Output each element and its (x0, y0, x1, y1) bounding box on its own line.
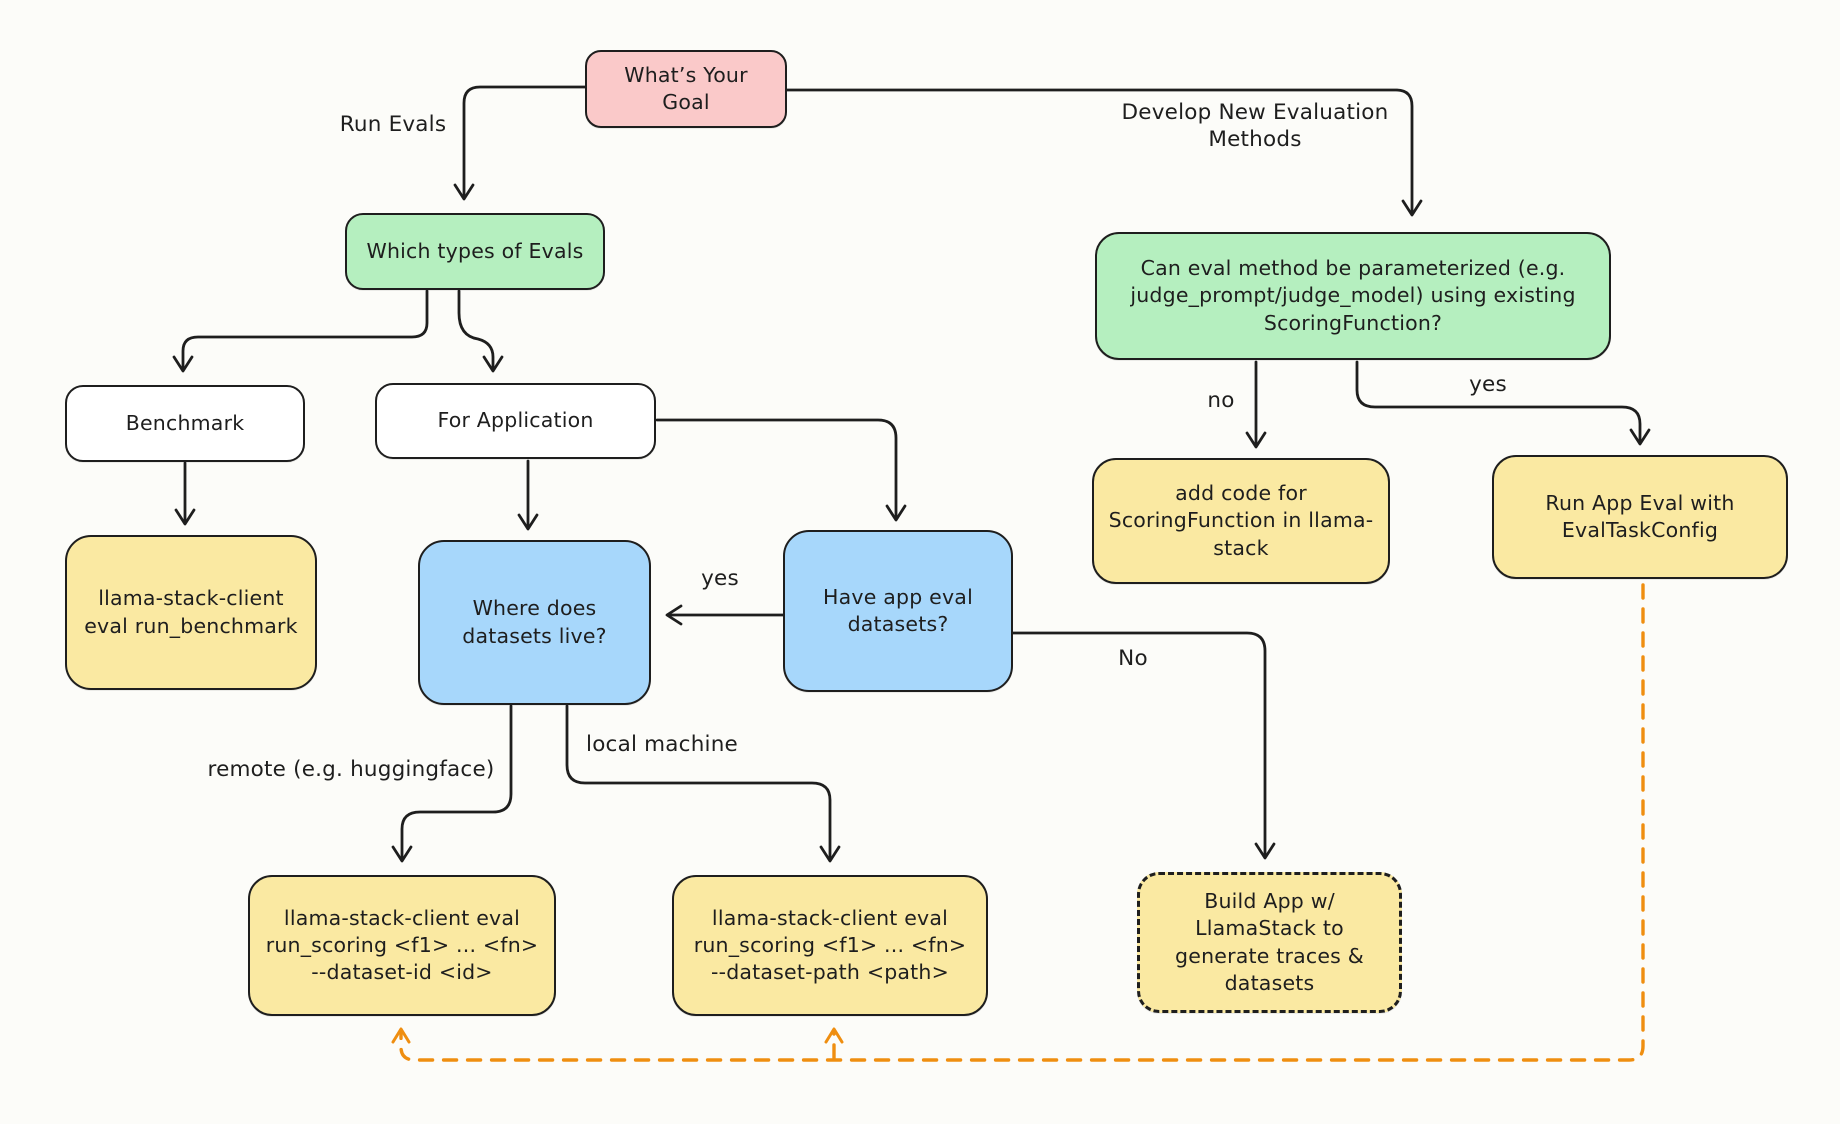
node-whats-your-goal: What’s Your Goal (585, 50, 787, 128)
edge-label-remote-huggingface: remote (e.g. huggingface) (207, 757, 495, 782)
edge-label-yes-right: yes (1469, 372, 1507, 397)
node-for-application: For Application (375, 383, 656, 459)
arrow-which-types-to-benchmark (183, 291, 427, 370)
edge-label-develop-new-evaluation-methods: Develop New Evaluation Methods (1121, 100, 1389, 152)
node-where-does-datasets-live: Where does datasets live? (418, 540, 651, 705)
node-have-app-eval-datasets: Have app eval datasets? (783, 530, 1013, 692)
edge-label-no-middle: No (1118, 646, 1148, 671)
node-which-types-of-evals: Which types of Evals (345, 213, 605, 290)
edge-label-local-machine: local machine (586, 732, 738, 757)
node-build-app-with-llamastack: Build App w/ LlamaStack to generate traces & datasets (1137, 872, 1402, 1013)
node-add-code-for-scoringfunction: add code for ScoringFunction in llama-stack (1092, 458, 1390, 584)
arrow-goal-to-which-types (464, 87, 585, 198)
edge-label-no-right: no (1207, 388, 1235, 413)
node-can-eval-method-be-parameterized: Can eval method be parameterized (e.g. judge_prompt/judge_model) using existing ScoringFunction? (1095, 232, 1611, 360)
edge-label-yes-middle: yes (701, 566, 739, 591)
arrow-for-application-to-have-datasets (657, 420, 896, 519)
arrow-where-datasets-to-scoring-local (567, 706, 830, 860)
edge-label-run-evals: Run Evals (339, 112, 447, 137)
node-run-app-eval-with-evaltaskconfig: Run App Eval with EvalTaskConfig (1492, 455, 1788, 579)
node-benchmark: Benchmark (65, 385, 305, 462)
node-run-scoring-dataset-path-command: llama-stack-client eval run_scoring <f1> ... <fn> --dataset-path <path> (672, 875, 988, 1016)
node-run-benchmark-command: llama-stack-client eval run_benchmark (65, 535, 317, 690)
node-run-scoring-dataset-id-command: llama-stack-client eval run_scoring <f1> ... <fn> --dataset-id <id> (248, 875, 556, 1016)
arrow-which-types-to-for-application (459, 291, 493, 370)
